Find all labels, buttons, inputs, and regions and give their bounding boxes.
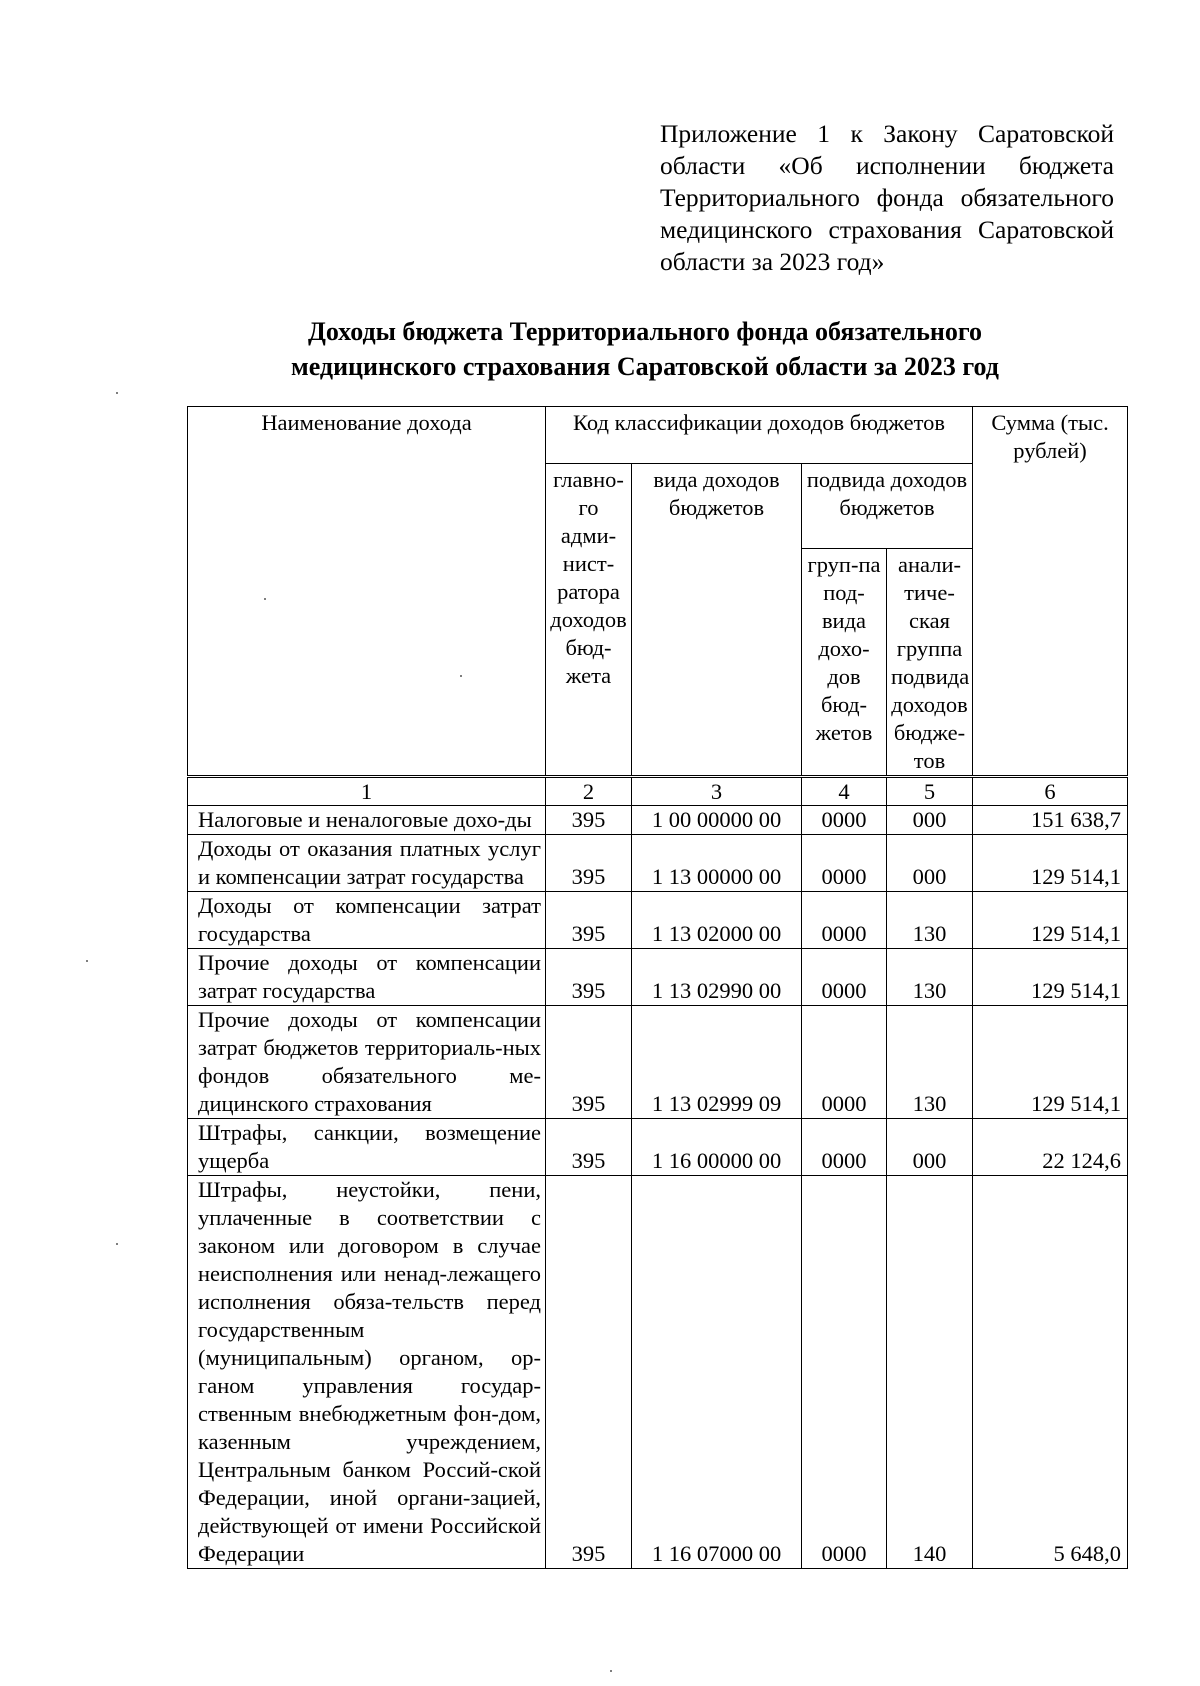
income-type-code-cell: 1 16 07000 00 [632,1176,802,1569]
analytic-group-cell: 140 [887,1176,973,1569]
column-number: 3 [632,777,802,806]
header-analytic-group: анали-тиче-ская группа подвида доходов бюдже-тов [887,549,973,777]
sum-cell: 22 124,6 [973,1119,1128,1176]
subtype-group-cell: 0000 [802,1176,887,1569]
administrator-code-cell: 395 [546,1119,632,1176]
header-classification-code: Код классификации доходов бюджетов [546,407,973,464]
table-row [188,806,1128,835]
scan-speck [264,598,266,600]
administrator-code-cell: 395 [546,1006,632,1119]
title-line-2: медицинского страхования Саратовской области за 2023 год [291,352,999,381]
income-type-code-cell: 1 13 02000 00 [632,892,802,949]
title-line-1: Доходы бюджета Территориального фонда обязательного [307,317,983,346]
analytic-group-cell: 000 [887,835,973,892]
administrator-code-cell: 395 [546,1176,632,1569]
scan-speck [610,1670,612,1672]
header-income-type: вида доходов бюджетов [632,464,802,777]
analytic-group-cell: 000 [887,806,973,835]
income-table [187,406,1128,1569]
sum-cell: 5 648,0 [973,1176,1128,1569]
scan-speck [460,675,462,677]
income-name-cell: Налоговые и неналоговые дохо-ды [188,806,546,835]
sum-cell: 129 514,1 [973,835,1128,892]
header-income-subtype: подвида доходов бюджетов [802,464,973,549]
subtype-group-cell: 0000 [802,835,887,892]
administrator-code-cell: 395 [546,949,632,1006]
header-subtype-group: груп-па под-вида дохо-дов бюд-жетов [802,549,887,777]
sum-cell: 129 514,1 [973,949,1128,1006]
column-number-row [188,777,1128,806]
income-name-cell: Штрафы, санкции, возмещение ущерба [188,1119,546,1176]
subtype-group-cell: 0000 [802,949,887,1006]
scan-speck [86,960,88,962]
analytic-group-cell: 000 [887,1119,973,1176]
income-name-cell: Доходы от компенсации затрат государства [188,892,546,949]
sum-cell: 151 638,7 [973,806,1128,835]
sum-cell: 129 514,1 [973,1006,1128,1119]
administrator-code-cell: 395 [546,806,632,835]
administrator-code-cell: 395 [546,892,632,949]
table-row [188,835,1128,892]
header-income-name: Наименование дохода [188,407,546,777]
table-row [188,1119,1128,1176]
income-type-code-cell: 1 13 00000 00 [632,835,802,892]
subtype-group-cell: 0000 [802,806,887,835]
analytic-group-cell: 130 [887,892,973,949]
income-type-code-cell: 1 16 00000 00 [632,1119,802,1176]
table-row [188,892,1128,949]
income-type-code-cell: 1 13 02999 09 [632,1006,802,1119]
administrator-code-cell: 395 [546,835,632,892]
column-number: 6 [973,777,1128,806]
subtype-group-cell: 0000 [802,1006,887,1119]
income-type-code-cell: 1 13 02990 00 [632,949,802,1006]
analytic-group-cell: 130 [887,949,973,1006]
subtype-group-cell: 0000 [802,892,887,949]
analytic-group-cell: 130 [887,1006,973,1119]
income-name-cell: Прочие доходы от компенсации затрат государства [188,949,546,1006]
column-number: 2 [546,777,632,806]
scan-speck [116,1243,118,1245]
sum-cell: 129 514,1 [973,892,1128,949]
appendix-note: Приложение 1 к Закону Саратовской области «Об исполнении бюджета Территориального фонда обязательного медицинского страхования Саратовской области за 2023 год» [660,119,1114,276]
table-row [188,1176,1128,1569]
column-number: 5 [887,777,973,806]
income-name-cell: Доходы от оказания платных услуг и компенсации затрат государства [188,835,546,892]
column-number: 1 [188,777,546,806]
header-sum: Сумма (тыс. рублей) [973,407,1128,777]
scan-speck [116,392,118,394]
table-row [188,1006,1128,1119]
table-row [188,949,1128,1006]
page-title [180,314,1110,384]
subtype-group-cell: 0000 [802,1119,887,1176]
income-name-cell: Прочие доходы от компенсации затрат бюджетов территориаль-ных фондов обязательного ме-дицинского страхования [188,1006,546,1119]
header-main-administrator: главно-го адми-нист-ратора доходов бюд-жета [546,464,632,777]
income-name-cell: Штрафы, неустойки, пени, уплаченные в соответствии с законом или договором в случае неисполнения или ненад-лежащего исполнения обяза-тельств перед государственным (муниципальным) органом, ор-ганом управления государ-ственным внебюджетным фон-дом, казенным учреждением, Центральным банком Россий-ской Федерации, иной органи-зацией, действующей от имени Российской Федерации [188,1176,546,1569]
column-number: 4 [802,777,887,806]
income-type-code-cell: 1 00 00000 00 [632,806,802,835]
